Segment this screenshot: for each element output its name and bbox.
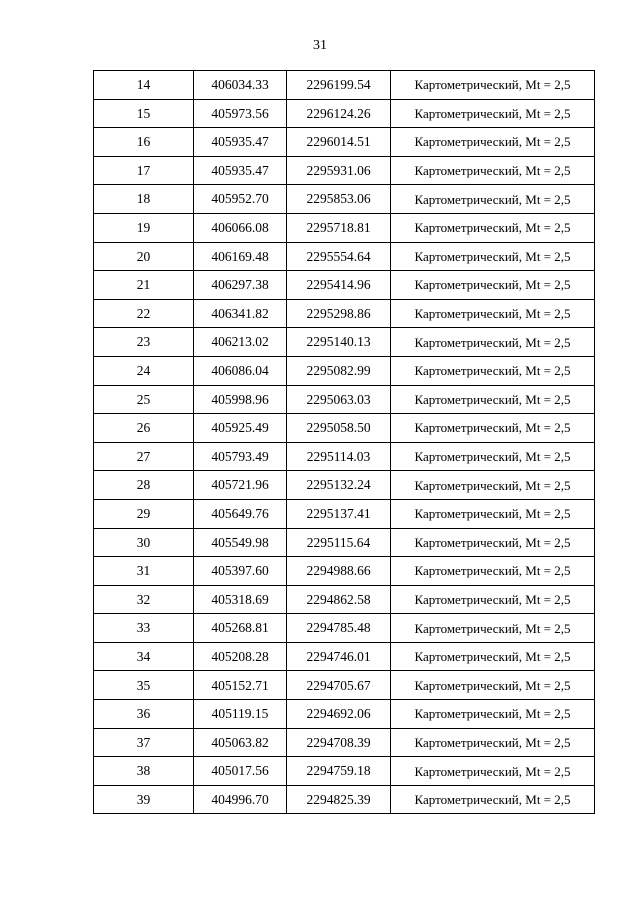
table-row <box>94 499 595 528</box>
y-coordinate-cell: 2295554.64 <box>287 242 391 271</box>
point-number-cell: 35 <box>94 671 194 700</box>
method-cell: Картометрический, Mt = 2,5 <box>391 271 595 300</box>
point-number-cell: 14 <box>94 71 194 100</box>
y-coordinate-cell: 2295298.86 <box>287 299 391 328</box>
x-coordinate-cell: 405721.96 <box>194 471 287 500</box>
method-cell: Картометрический, Mt = 2,5 <box>391 385 595 414</box>
method-cell: Картометрический, Mt = 2,5 <box>391 242 595 271</box>
y-coordinate-cell: 2296199.54 <box>287 71 391 100</box>
table-row <box>94 585 595 614</box>
table-row <box>94 356 595 385</box>
method-cell: Картометрический, Mt = 2,5 <box>391 785 595 814</box>
x-coordinate-cell: 404996.70 <box>194 785 287 814</box>
x-coordinate-cell: 405973.56 <box>194 99 287 128</box>
method-cell: Картометрический, Mt = 2,5 <box>391 356 595 385</box>
x-coordinate-cell: 406086.04 <box>194 356 287 385</box>
method-cell: Картометрический, Mt = 2,5 <box>391 328 595 357</box>
method-cell: Картометрический, Mt = 2,5 <box>391 700 595 729</box>
x-coordinate-cell: 405119.15 <box>194 700 287 729</box>
x-coordinate-cell: 405549.98 <box>194 528 287 557</box>
point-number-cell: 37 <box>94 728 194 757</box>
y-coordinate-cell: 2294862.58 <box>287 585 391 614</box>
y-coordinate-cell: 2295115.64 <box>287 528 391 557</box>
table-row <box>94 471 595 500</box>
x-coordinate-cell: 405793.49 <box>194 442 287 471</box>
x-coordinate-cell: 405268.81 <box>194 614 287 643</box>
point-number-cell: 23 <box>94 328 194 357</box>
x-coordinate-cell: 405925.49 <box>194 414 287 443</box>
point-number-cell: 18 <box>94 185 194 214</box>
table-row <box>94 71 595 100</box>
x-coordinate-cell: 405649.76 <box>194 499 287 528</box>
x-coordinate-cell: 405017.56 <box>194 757 287 786</box>
x-coordinate-cell: 406169.48 <box>194 242 287 271</box>
x-coordinate-cell: 406066.08 <box>194 213 287 242</box>
point-number-cell: 25 <box>94 385 194 414</box>
y-coordinate-cell: 2295140.13 <box>287 328 391 357</box>
x-coordinate-cell: 405935.47 <box>194 128 287 157</box>
table-row <box>94 757 595 786</box>
y-coordinate-cell: 2295132.24 <box>287 471 391 500</box>
table-row <box>94 700 595 729</box>
point-number-cell: 39 <box>94 785 194 814</box>
method-cell: Картометрический, Mt = 2,5 <box>391 671 595 700</box>
point-number-cell: 38 <box>94 757 194 786</box>
x-coordinate-cell: 406341.82 <box>194 299 287 328</box>
point-number-cell: 22 <box>94 299 194 328</box>
x-coordinate-cell: 406213.02 <box>194 328 287 357</box>
table-row <box>94 128 595 157</box>
x-coordinate-cell: 406034.33 <box>194 71 287 100</box>
method-cell: Картометрический, Mt = 2,5 <box>391 614 595 643</box>
point-number-cell: 24 <box>94 356 194 385</box>
method-cell: Картометрический, Mt = 2,5 <box>391 757 595 786</box>
coordinates-table <box>93 70 595 814</box>
table-row <box>94 414 595 443</box>
method-cell: Картометрический, Mt = 2,5 <box>391 71 595 100</box>
method-cell: Картометрический, Mt = 2,5 <box>391 213 595 242</box>
table-row <box>94 242 595 271</box>
y-coordinate-cell: 2294708.39 <box>287 728 391 757</box>
method-cell: Картометрический, Mt = 2,5 <box>391 557 595 586</box>
x-coordinate-cell: 405208.28 <box>194 642 287 671</box>
table-row <box>94 328 595 357</box>
point-number-cell: 33 <box>94 614 194 643</box>
method-cell: Картометрический, Mt = 2,5 <box>391 442 595 471</box>
point-number-cell: 21 <box>94 271 194 300</box>
point-number-cell: 16 <box>94 128 194 157</box>
y-coordinate-cell: 2294759.18 <box>287 757 391 786</box>
point-number-cell: 15 <box>94 99 194 128</box>
method-cell: Картометрический, Mt = 2,5 <box>391 728 595 757</box>
y-coordinate-cell: 2294705.67 <box>287 671 391 700</box>
point-number-cell: 17 <box>94 156 194 185</box>
y-coordinate-cell: 2295414.96 <box>287 271 391 300</box>
table-row <box>94 99 595 128</box>
table-row <box>94 156 595 185</box>
method-cell: Картометрический, Mt = 2,5 <box>391 128 595 157</box>
x-coordinate-cell: 405935.47 <box>194 156 287 185</box>
y-coordinate-cell: 2295114.03 <box>287 442 391 471</box>
method-cell: Картометрический, Mt = 2,5 <box>391 528 595 557</box>
y-coordinate-cell: 2294988.66 <box>287 557 391 586</box>
table-row <box>94 385 595 414</box>
point-number-cell: 19 <box>94 213 194 242</box>
point-number-cell: 20 <box>94 242 194 271</box>
method-cell: Картометрический, Mt = 2,5 <box>391 299 595 328</box>
point-number-cell: 28 <box>94 471 194 500</box>
x-coordinate-cell: 405998.96 <box>194 385 287 414</box>
table-row <box>94 213 595 242</box>
point-number-cell: 36 <box>94 700 194 729</box>
x-coordinate-cell: 405063.82 <box>194 728 287 757</box>
method-cell: Картометрический, Mt = 2,5 <box>391 156 595 185</box>
point-number-cell: 29 <box>94 499 194 528</box>
table-row <box>94 442 595 471</box>
method-cell: Картометрический, Mt = 2,5 <box>391 642 595 671</box>
table-row <box>94 185 595 214</box>
method-cell: Картометрический, Mt = 2,5 <box>391 499 595 528</box>
table-row <box>94 271 595 300</box>
method-cell: Картометрический, Mt = 2,5 <box>391 471 595 500</box>
x-coordinate-cell: 405152.71 <box>194 671 287 700</box>
y-coordinate-cell: 2295058.50 <box>287 414 391 443</box>
x-coordinate-cell: 405318.69 <box>194 585 287 614</box>
table-row <box>94 671 595 700</box>
y-coordinate-cell: 2295853.06 <box>287 185 391 214</box>
table-row <box>94 528 595 557</box>
page-number: 31 <box>313 38 327 53</box>
table-row <box>94 614 595 643</box>
coordinates-table-body <box>94 71 595 814</box>
method-cell: Картометрический, Mt = 2,5 <box>391 99 595 128</box>
y-coordinate-cell: 2295063.03 <box>287 385 391 414</box>
point-number-cell: 30 <box>94 528 194 557</box>
y-coordinate-cell: 2296124.26 <box>287 99 391 128</box>
method-cell: Картометрический, Mt = 2,5 <box>391 414 595 443</box>
y-coordinate-cell: 2295931.06 <box>287 156 391 185</box>
y-coordinate-cell: 2294746.01 <box>287 642 391 671</box>
table-row <box>94 642 595 671</box>
point-number-cell: 34 <box>94 642 194 671</box>
y-coordinate-cell: 2294692.06 <box>287 700 391 729</box>
point-number-cell: 27 <box>94 442 194 471</box>
table-row <box>94 728 595 757</box>
table-row <box>94 299 595 328</box>
point-number-cell: 26 <box>94 414 194 443</box>
y-coordinate-cell: 2295718.81 <box>287 213 391 242</box>
point-number-cell: 31 <box>94 557 194 586</box>
x-coordinate-cell: 406297.38 <box>194 271 287 300</box>
table-row <box>94 785 595 814</box>
table-row <box>94 557 595 586</box>
x-coordinate-cell: 405952.70 <box>194 185 287 214</box>
method-cell: Картометрический, Mt = 2,5 <box>391 185 595 214</box>
y-coordinate-cell: 2296014.51 <box>287 128 391 157</box>
y-coordinate-cell: 2295082.99 <box>287 356 391 385</box>
y-coordinate-cell: 2294825.39 <box>287 785 391 814</box>
point-number-cell: 32 <box>94 585 194 614</box>
method-cell: Картометрический, Mt = 2,5 <box>391 585 595 614</box>
y-coordinate-cell: 2295137.41 <box>287 499 391 528</box>
x-coordinate-cell: 405397.60 <box>194 557 287 586</box>
y-coordinate-cell: 2294785.48 <box>287 614 391 643</box>
